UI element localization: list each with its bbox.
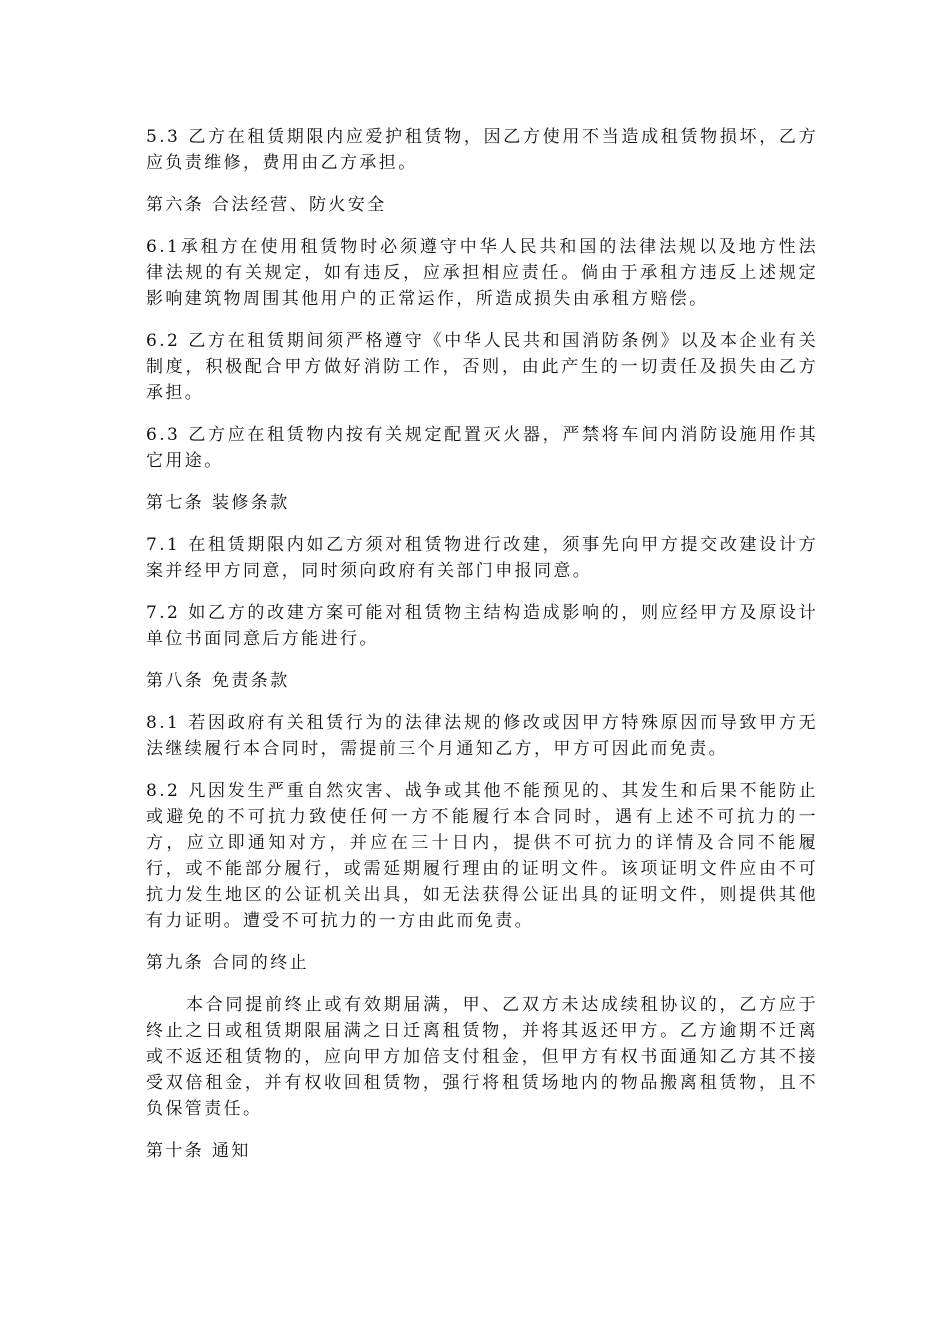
article-9-heading: 第九条 合同的终止: [146, 953, 310, 973]
clause-6-2: 6.2 乙方在租赁期间须严格遵守《中华人民共和国消防条例》以及本企业有关制度，积极配合甲方做好消防工作，否则，由此产生的一切责任及损失由乙方承担。: [146, 331, 818, 403]
article-9-paragraph: 本合同提前终止或有效期届满，甲、乙双方未达成续租协议的，乙方应于终止之日或租赁期限届满之日迁离租赁物，并将其返还甲方。乙方逾期不迁离或不返还租赁物的，应向甲方加倍支付租金，但甲方有权书面通知乙方其不接受双倍租金，并有权收回租赁物，强行将租赁场地内的物品搬离租赁物，且不负保管责任。: [146, 995, 818, 1119]
clause-5-3: 5.3 乙方在租赁期限内应爱护租赁物，因乙方使用不当造成租赁物损坏，乙方应负责维修，费用由乙方承担。: [146, 127, 818, 173]
clause-6-1: 6.1承租方在使用租赁物时必须遵守中华人民共和国的法律法规以及地方性法律法规的有关规定，如有违反，应承担相应责任。倘由于承租方违反上述规定影响建筑物周围其他用户的正常运作，所造成损失由承租方赔偿。: [146, 237, 818, 309]
article-8-heading: 第八条 免责条款: [146, 671, 290, 691]
clause-8-2: 8.2 凡因发生严重自然灾害、战争或其他不能预见的、其发生和后果不能防止或避免的不可抗力致使任何一方不能履行本合同时，遇有上述不可抗力的一方，应立即通知对方，并应在三十日内，提供不可抗力的详情及合同不能履行，或不能部分履行，或需延期履行理由的证明文件。该项证明文件应由不可抗力发生地区的公证机关出具，如无法获得公证出具的证明文件，则提供其他有力证明。遭受不可抗力的一方由此而免责。: [146, 781, 818, 931]
clause-8-1: 8.1 若因政府有关租赁行为的法律法规的修改或因甲方特殊原因而导致甲方无法继续履行本合同时，需提前三个月通知乙方，甲方可因此而免责。: [146, 713, 818, 759]
article-7-heading: 第七条 装修条款: [146, 493, 290, 513]
article-10-heading: 第十条 通知: [146, 1141, 251, 1161]
article-6-heading: 第六条 合法经营、防火安全: [146, 195, 387, 215]
clause-7-2: 7.2 如乙方的改建方案可能对租赁物主结构造成影响的，则应经甲方及原设计单位书面同意后方能进行。: [146, 603, 818, 649]
clause-6-3: 6.3 乙方应在租赁物内按有关规定配置灭火器，严禁将车间内消防设施用作其它用途。: [146, 425, 818, 471]
clause-7-1: 7.1 在租赁期限内如乙方须对租赁物进行改建，须事先向甲方提交改建设计方案并经甲方同意，同时须向政府有关部门申报同意。: [146, 535, 818, 581]
document-body: [146, 124, 818, 1180]
